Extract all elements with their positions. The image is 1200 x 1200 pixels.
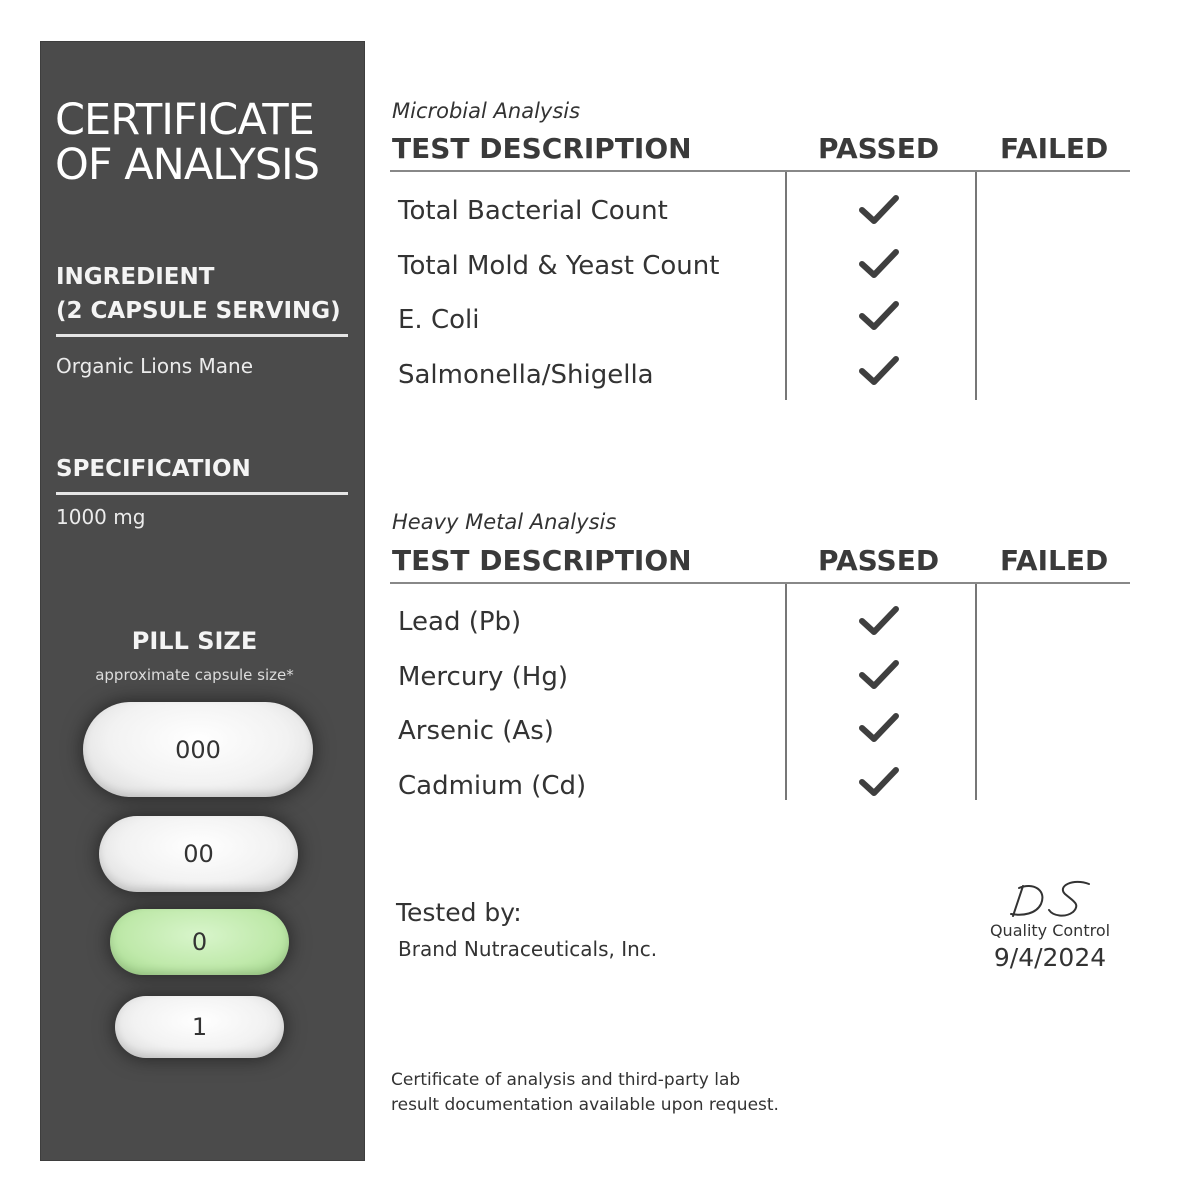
specification-heading: SPECIFICATION [56, 452, 348, 495]
tested-by-heading: Tested by: [396, 898, 522, 927]
microbial-col-failed: FAILED [1000, 132, 1109, 165]
ingredient-heading-line-1: INGREDIENT [56, 264, 215, 290]
heavy-metal-col-test: TEST DESCRIPTION [392, 544, 692, 577]
microbial-header-rule [390, 170, 1130, 172]
pill-size-note: approximate capsule size* [95, 666, 294, 684]
microbial-col-test: TEST DESCRIPTION [392, 132, 692, 165]
footnote-line-2: result documentation available upon request. [391, 1095, 779, 1115]
checkmark-icon [858, 355, 900, 387]
capsule-label: 000 [175, 735, 221, 764]
microbial-test-row: Total Mold & Yeast Count [398, 251, 720, 281]
title-line-2: OF ANALYSIS [55, 140, 320, 190]
capsule-label: 1 [191, 1013, 208, 1041]
sidebar-panel [40, 41, 365, 1161]
footnote-line-1: Certificate of analysis and third-party lab [391, 1070, 741, 1090]
checkmark-icon [858, 766, 900, 798]
ingredient-heading-line-2: (2 CAPSULE SERVING) [56, 298, 341, 324]
microbial-test-row: Salmonella/Shigella [398, 360, 654, 390]
ingredient-heading [56, 260, 348, 337]
capsule-size-00 [99, 816, 298, 892]
tested-by-company: Brand Nutraceuticals, Inc. [398, 937, 658, 961]
checkmark-icon [858, 300, 900, 332]
checkmark-icon [858, 248, 900, 280]
heavy-metal-divider-left [785, 584, 787, 800]
heavy-metal-test-row: Lead (Pb) [398, 607, 522, 637]
microbial-test-row: Total Bacterial Count [398, 196, 668, 226]
title-line-1: CERTIFICATE [55, 95, 314, 145]
heavy-metal-test-row: Mercury (Hg) [398, 662, 569, 692]
heavy-metal-col-passed: PASSED [818, 544, 940, 577]
capsule-label: 0 [191, 928, 208, 956]
heavy-metal-test-row: Cadmium (Cd) [398, 771, 587, 801]
microbial-divider-right [975, 172, 977, 400]
certificate-title [55, 95, 360, 190]
capsule-size-000 [83, 702, 313, 797]
heavy-metal-section-label: Heavy Metal Analysis [392, 510, 617, 534]
microbial-section-label: Microbial Analysis [392, 99, 581, 123]
microbial-test-row: E. Coli [398, 305, 480, 335]
checkmark-icon [858, 659, 900, 691]
specification-value: 1000 mg [56, 505, 146, 529]
checkmark-icon [858, 712, 900, 744]
heavy-metal-header-rule [390, 582, 1130, 584]
checkmark-icon [858, 605, 900, 637]
signature-icon [1003, 876, 1099, 922]
capsule-size-1 [115, 996, 284, 1058]
footnote [391, 1068, 891, 1118]
quality-control-label: Quality Control [989, 921, 1111, 940]
ingredient-value: Organic Lions Mane [56, 354, 254, 378]
heavy-metal-col-failed: FAILED [1000, 544, 1109, 577]
pill-size-title: PILL SIZE [131, 627, 258, 655]
heavy-metal-divider-right [975, 584, 977, 800]
quality-control-date: 9/4/2024 [993, 943, 1107, 972]
capsule-size-0-selected [110, 909, 289, 975]
heavy-metal-test-row: Arsenic (As) [398, 716, 554, 746]
microbial-divider-left [785, 172, 787, 400]
checkmark-icon [858, 194, 900, 226]
capsule-label: 00 [183, 840, 214, 868]
microbial-col-passed: PASSED [818, 132, 940, 165]
